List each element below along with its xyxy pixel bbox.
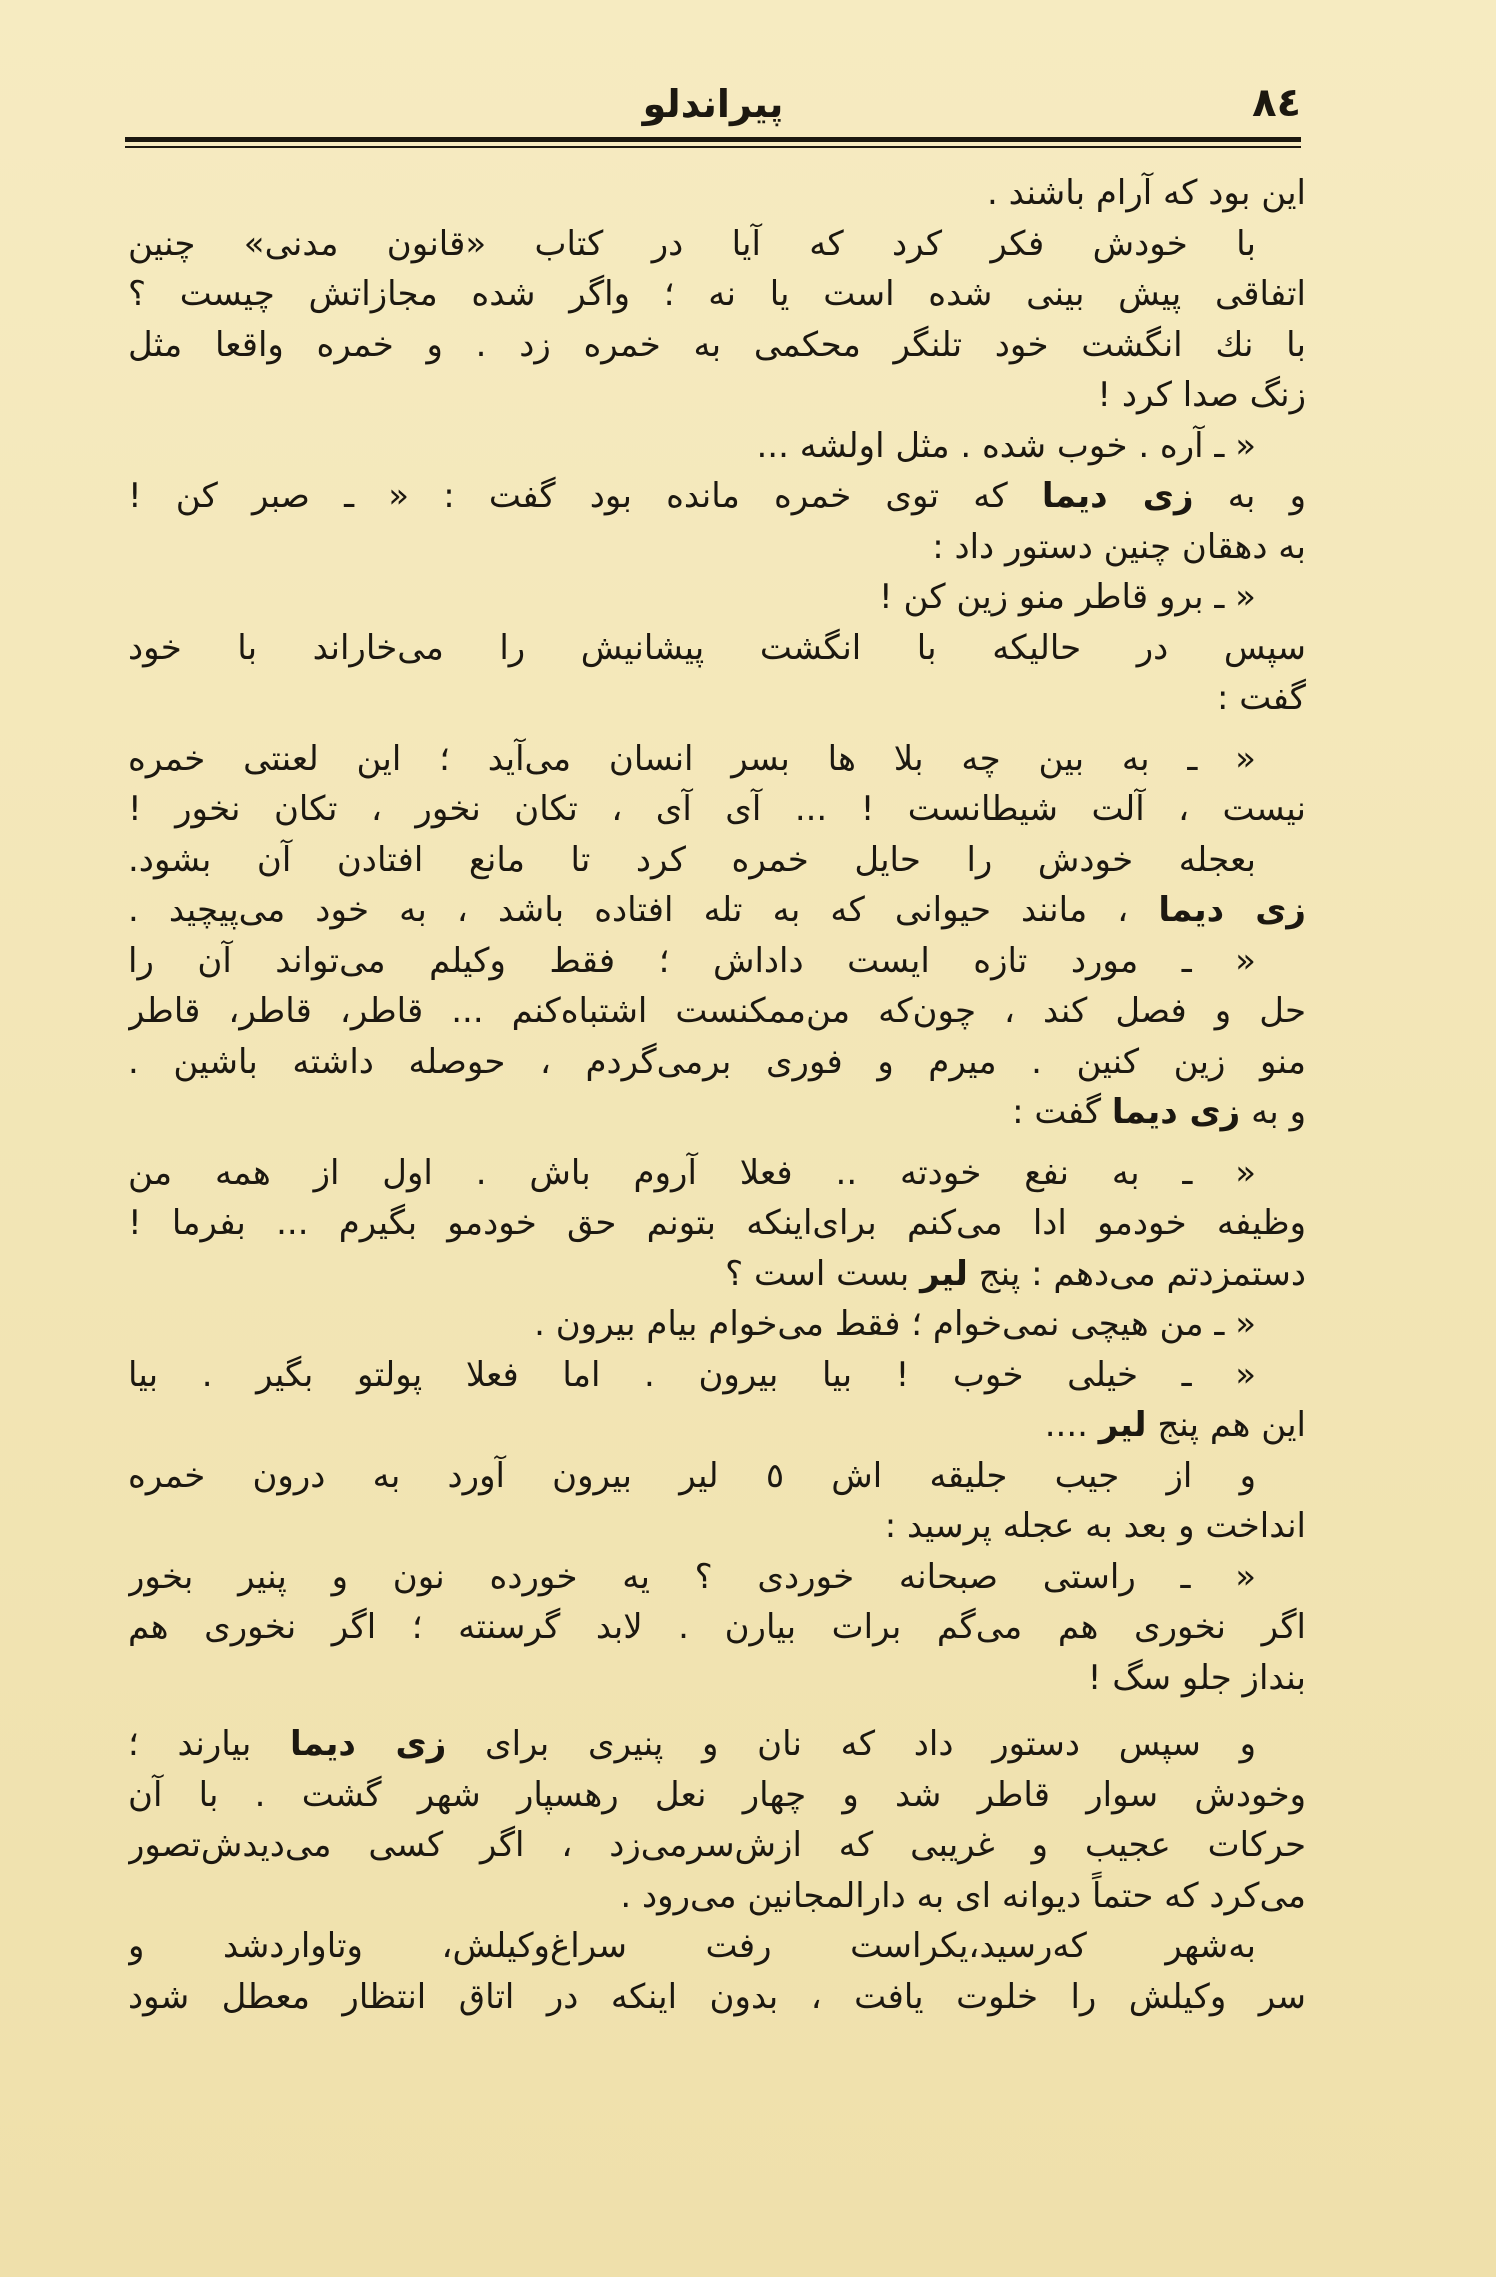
text-line xyxy=(128,1249,1306,1300)
text-segment: « ـ راستی صبحانه خوردی ؟ یه خورده نون و پنیر بخور xyxy=(128,1556,1256,1597)
text-segment: « ـ به بین چه بلا ها بسر انسان می‌آید ؛ این لعنتی خمره xyxy=(128,738,1256,779)
text-line xyxy=(128,1972,1306,2023)
text-line xyxy=(128,986,1306,1037)
bold-name: زی دیما xyxy=(290,1724,447,1764)
text-segment: و به xyxy=(1193,476,1306,516)
bold-name: زی دیما xyxy=(1041,476,1194,516)
text-segment: می‌کرد که حتماً دیوانه ای به دارالمجانین می‌رود . xyxy=(620,1875,1306,1916)
text-segment: این بود که آرام باشند . xyxy=(987,173,1306,213)
text-line xyxy=(128,1087,1306,1138)
text-line xyxy=(128,1451,1306,1502)
text-segment: با خودش فکر کرد که آیا در کتاب «قانون مدنی» چنین xyxy=(128,223,1256,264)
text-line xyxy=(128,1299,1306,1350)
text-segment: ، مانند حیوانی که به تله افتاده باشد ، به خود می‌پیچید . xyxy=(128,890,1159,930)
text-segment: حل و فصل کند ، چون‌که من‌ممکنست اشتباه‌کنم ... قاطر، قاطر، قاطر xyxy=(128,991,1306,1031)
text-line xyxy=(128,1719,1306,1770)
text-segment: بنداز جلو سگ ! xyxy=(1087,1657,1306,1698)
text-segment: سپس در حالیکه با انگشت پیشانیش را می‌خاراند با خود xyxy=(128,627,1306,668)
text-line xyxy=(128,784,1306,835)
text-segment: « ـ مورد تازه ایست داداش ؛ فقط وکیلم می‌تواند آن را xyxy=(128,940,1256,981)
text-line xyxy=(128,168,1306,219)
bold-name: زی دیما xyxy=(1111,1092,1241,1132)
text-line xyxy=(128,1871,1306,1922)
text-line xyxy=(128,936,1306,987)
text-segment: وخودش سوار قاطر شد و چهار نعل رهسپار شهر گشت . با آن xyxy=(128,1774,1306,1815)
text-line xyxy=(128,1770,1306,1821)
text-line xyxy=(128,1602,1306,1653)
text-segment: بست است ؟ xyxy=(725,1253,921,1294)
text-segment: سر وکیلش را خلوت یافت ، بدون اینکه در اتاق انتظار معطل شود xyxy=(128,1976,1306,2017)
text-line xyxy=(128,522,1306,573)
text-line xyxy=(128,370,1306,421)
text-segment: بعجله خودش را حایل خمره کرد تا مانع افتادن آن بشود. xyxy=(128,839,1256,880)
text-line xyxy=(128,885,1306,936)
text-segment: « ـ به نفع خودته .. فعلا آروم باش . اول از همه من xyxy=(128,1152,1256,1193)
text-segment: و به xyxy=(1240,1092,1306,1132)
text-segment: گفت : xyxy=(1216,678,1306,718)
page-number: ۸٤ xyxy=(1252,80,1301,126)
text-segment: به‌شهر که‌رسید،یکراست رفت سراغ‌وکیلش، وتاواردشد و xyxy=(128,1926,1256,1966)
text-line xyxy=(128,673,1306,724)
text-segment: انداخت و بعد به عجله پرسید : xyxy=(884,1506,1306,1546)
text-segment: اگر نخوری هم می‌گم برات بیارن . لابد گرسنته ؛ اگر نخوری هم xyxy=(128,1607,1306,1647)
text-segment: زنگ صدا کرد ! xyxy=(1097,375,1306,415)
text-segment: وظیفه خودمو ادا می‌کنم برای‌اینکه بتونم حق خودمو بگیرم ... بفرما ! xyxy=(128,1203,1306,1243)
header-rule-thin xyxy=(125,146,1301,148)
text-line xyxy=(128,623,1306,674)
text-segment: .... xyxy=(1044,1405,1099,1445)
text-segment: « ـ من هیچی نمی‌خوام ؛ فقط می‌خوام بیام بیرون . xyxy=(534,1304,1256,1344)
text-line xyxy=(128,835,1306,886)
text-line xyxy=(128,219,1306,270)
text-segment: به دهقان چنین دستور داد : xyxy=(932,526,1306,567)
bold-name: لیر xyxy=(920,1253,968,1294)
text-line xyxy=(128,1921,1306,1972)
text-line xyxy=(128,471,1306,522)
text-segment: که توی خمره مانده بود گفت : « ـ صبر کن ! xyxy=(128,476,1042,516)
text-segment: و از جیب جلیقه اش ٥ لیر بیرون آورد به درون خمره xyxy=(128,1455,1257,1496)
text-line xyxy=(128,1400,1306,1451)
text-segment: نیست ، آلت شیطانست ! ... آی آی ، تکان نخور ، تکان نخور ! xyxy=(128,789,1306,829)
text-segment: حرکات عجیب و غریبی که ازش‌سرمی‌زد ، اگر کسی می‌دیدش‌تصور xyxy=(128,1825,1306,1865)
text-segment: این هم پنج xyxy=(1146,1405,1306,1445)
running-title: پیراندلو xyxy=(642,82,784,126)
text-line xyxy=(128,1350,1306,1401)
text-segment: « ـ برو قاطر منو زین کن ! xyxy=(879,577,1256,617)
text-segment: « ـ آره . خوب شده . مثل اولشه ... xyxy=(756,425,1256,466)
text-segment: دستمزدتم می‌دهم : پنج xyxy=(967,1253,1306,1294)
text-line xyxy=(128,269,1306,320)
text-line xyxy=(128,1037,1306,1088)
header-rule-thick xyxy=(125,137,1301,142)
text-line xyxy=(128,1552,1306,1603)
text-line xyxy=(128,1501,1306,1552)
text-segment: با نك انگشت خود تلنگر محکمی به خمره زد . و خمره واقعا مثل xyxy=(128,324,1306,365)
body-text xyxy=(128,168,1306,2022)
text-segment: منو زین کنین . میرم و فوری برمی‌گردم ، حوصله داشته باشین . xyxy=(128,1041,1306,1082)
text-segment: « ـ خیلی خوب ! بیا بیرون . اما فعلا پولتو بگیر . بیا xyxy=(128,1354,1256,1395)
text-line xyxy=(128,572,1306,623)
bold-name: لیر xyxy=(1098,1405,1147,1445)
text-segment: و سپس دستور داد که نان و پنیری برای xyxy=(446,1724,1256,1764)
page-header xyxy=(125,70,1301,140)
text-line xyxy=(128,421,1306,472)
bold-name: زی دیما xyxy=(1158,890,1306,930)
text-line xyxy=(128,1148,1306,1199)
text-line xyxy=(128,1653,1306,1704)
text-line xyxy=(128,1198,1306,1249)
text-segment: اتفاقی پیش بینی شده است یا نه ؛ واگر شده مجازاتش چیست ؟ xyxy=(128,274,1306,314)
text-line xyxy=(128,320,1306,371)
text-line xyxy=(128,1820,1306,1871)
text-line xyxy=(128,734,1306,785)
text-segment: گفت : xyxy=(1012,1092,1112,1132)
text-segment: بیارند ؛ xyxy=(128,1724,291,1764)
